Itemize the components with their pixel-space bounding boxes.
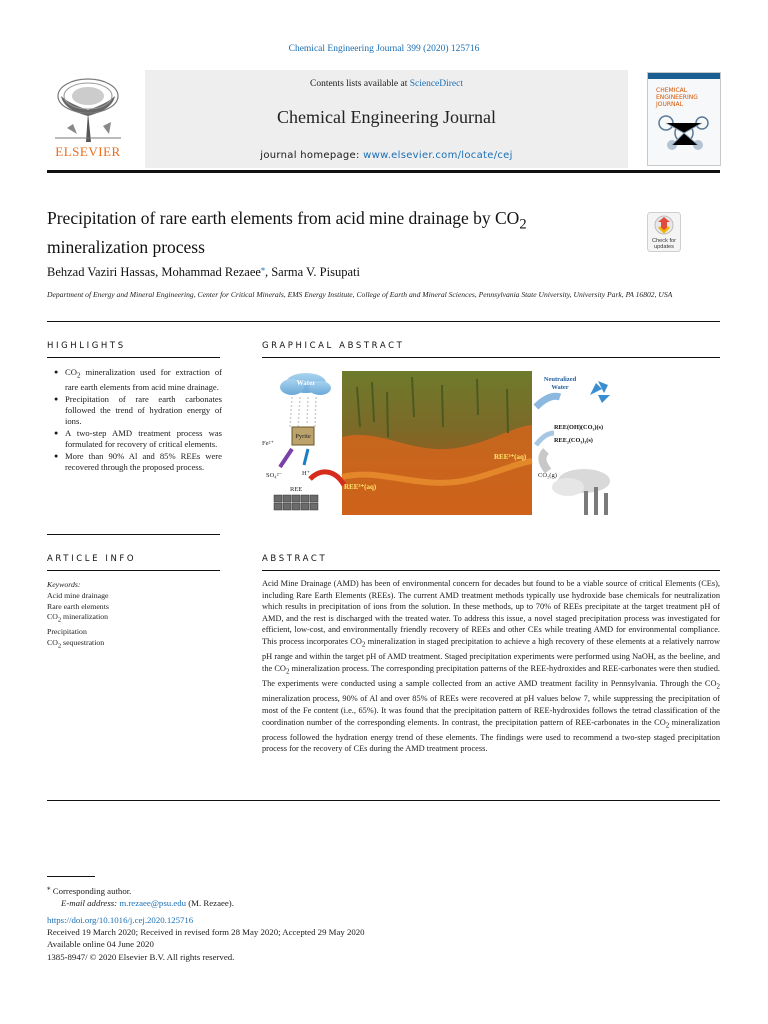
journal-banner xyxy=(145,70,628,168)
keyword-item[interactable]: Rare earth elements xyxy=(47,601,109,611)
ga-ree-oh-co3-label: REE(OH)(CO₃)(s) xyxy=(554,424,604,431)
copyright: 1385-8947/ © 2020 Elsevier B.V. All rights reserved. xyxy=(47,951,235,962)
title-part2: mineralization process xyxy=(47,236,205,257)
ga-so4-label: SO₄²⁻ xyxy=(266,472,282,479)
cover-top-bar xyxy=(648,73,720,79)
footnote-mark: ⁎ xyxy=(47,884,51,892)
ga-neutralized-line1: Neutralized xyxy=(543,376,577,383)
journal-cover-thumbnail[interactable] xyxy=(647,72,721,166)
contents-line xyxy=(145,79,628,89)
title-block-rule xyxy=(47,321,720,322)
highlight-item: ● More than 90% Al and 85% REEs were recovered through the proposed process. xyxy=(54,451,222,474)
corresponding-author-note: ⁎ Corresponding author. xyxy=(47,884,132,896)
title-part1: Precipitation of rare earth elements from acid mine drainage by CO xyxy=(47,208,520,228)
ga-ree-aq-label: REE³⁺(aq) xyxy=(494,453,527,461)
graphical-abstract-image[interactable] xyxy=(262,367,617,517)
ga-water-label: Water xyxy=(296,379,316,387)
graphical-abstract-figure xyxy=(262,367,617,517)
elsevier-logo[interactable] xyxy=(47,76,129,164)
highlight-item: ● Precipitation of rare earth carbonates followed the trend of hydration energy of ions. xyxy=(54,394,222,428)
homepage-line xyxy=(145,150,628,161)
author-2[interactable]: Mohammad Rezaee xyxy=(161,265,261,280)
abstract-rule xyxy=(262,570,720,571)
highlights-list xyxy=(54,367,222,473)
affiliation: Department of Energy and Mineral Engineering, Center for Critical Minerals, EMS Energy Institute, College of Earth and Mineral Sciences, Pennsylvania State University, University Park, PA 16802, USA xyxy=(47,290,673,299)
ga-neutralized-line2: Water xyxy=(551,384,569,391)
corresponding-author-mark[interactable]: ⁎ xyxy=(260,264,265,273)
graphical-abstract-heading: GRAPHICAL ABSTRACT xyxy=(262,341,405,351)
highlight-item: ● A two-step AMD treatment process was formulated for recovery of critical elements. xyxy=(54,428,222,451)
journal-citation-link[interactable]: Chemical Engineering Journal 399 (2020) 125716 xyxy=(288,44,480,54)
ga-ree-aq-label-2: REE³⁺(aq) xyxy=(344,483,377,491)
author-3[interactable]: , Sarma V. Pisupati xyxy=(264,265,360,280)
publisher-wordmark: ELSEVIER xyxy=(55,144,121,159)
ga-h-label: H⁺ xyxy=(302,470,311,477)
sciencedirect-link[interactable]: ScienceDirect xyxy=(409,79,463,89)
check-updates-icon xyxy=(647,212,681,252)
abstract-text: Acid Mine Drainage (AMD) has been of environmental concern for decades but found to be a viable source of critical Elements (CEs), including Rare Earth Elements (REEs). The current AMD treatment methods typically use hydroxide base chemicals for neutralization which results in precipitation of ions from the solution. In these methods, up to 70% of REEs precipitate at the target treatment pH of AMD, and the rest is discharged with the treated water. To address this issue, a novel staged precipitation process was investigated for efficient, low-cost, and environmentally friendly recovery of REEs and other CEs while treating AMD for environmental compliance. This process incorporates $CO_2$ mineralization in staged precipitation to achieve a high recovery of these elements at a relatively narrow pH range and within the target pH of AMD treatment. Staged precipitation experiments were performed using NaOH, as the beeline, and the $CO_2$ mineralization process. The corresponding precipitation patterns of the REE-hydroxides and REE-carbonates were then studied. The experiments were conducted using a sample collected from an active AMD treatment facility in Pennsylvania. Through the $CO_2$ mineralization process, 90% of Al and over 85% of REEs were recovered at pH values below 7, while suppressing the precipitation of most of the Fe content (i.e., 65%). It was found that the precipitation pattern of REE-hydroxides follows the tetrad classification of the coordination number of the corresponding elements. In contrast, the precipitation pattern of REE-carbonates in the $CO_2$ mineralization process followed the hydration energy trend of these elements. The findings were used to recommend a two-step staged precipitation process for the recovery of CEs during the AMD treatment process. xyxy=(262,579,720,754)
homepage-link[interactable]: www.elsevier.com/locate/cej xyxy=(363,150,513,161)
keyword-item[interactable]: Precipitation xyxy=(47,626,87,636)
highlights-heading: HIGHLIGHTS xyxy=(47,341,126,351)
highlight-item: ● $CO_2$ mineralization used for extraction of rare earth elements from acid mine drainage. xyxy=(54,367,222,394)
publication-info xyxy=(47,914,365,963)
contents-prefix: Contents lists available at xyxy=(309,79,410,89)
available-online: Available online 04 June 2020 xyxy=(47,939,154,950)
article-info-heading: ARTICLE INFO xyxy=(47,554,137,564)
highlights-rule xyxy=(47,357,220,358)
article-info-top-rule xyxy=(47,534,220,535)
ga-pyrite-label: Pyrite xyxy=(295,433,311,440)
cover-artwork-icon xyxy=(654,111,714,153)
article-title xyxy=(47,207,607,258)
cover-title xyxy=(656,87,698,108)
article-info-rule xyxy=(47,570,220,571)
keyword-item[interactable]: $CO_2$ sequestration xyxy=(47,637,105,650)
title-subscript: 2 xyxy=(519,216,527,233)
keywords xyxy=(47,580,109,652)
abstract-heading: ABSTRACT xyxy=(262,554,328,564)
email-link[interactable]: m.rezaee@psu.edu xyxy=(119,898,187,909)
elsevier-tree-icon xyxy=(53,76,123,142)
footnotes xyxy=(47,882,234,909)
keyword-item[interactable]: $CO_2$ mineralization xyxy=(47,612,109,624)
journal-title: Chemical Engineering Journal xyxy=(277,107,496,127)
homepage-label: journal homepage: xyxy=(260,150,364,161)
check-updates-line1: Check for xyxy=(652,238,676,244)
keywords-label: Keywords: xyxy=(47,580,81,589)
cover-title-line: CHEMICAL xyxy=(656,87,688,94)
received-dates: Received 19 March 2020; Received in revised form 28 May 2020; Accepted 29 May 2020 xyxy=(47,927,365,938)
cover-title-line: JOURNAL xyxy=(656,101,683,108)
ga-ree2-co3-label: REE₂(CO₃)₃(s) xyxy=(554,437,593,444)
email-line: E-mail address: m.rezaee@psu.edu (M. Rezaee). xyxy=(61,898,234,909)
ga-co2-label: CO₂(g) xyxy=(538,472,557,479)
ga-fe-label: Fe²⁺ xyxy=(262,440,274,447)
keyword-item[interactable]: Acid mine drainage xyxy=(47,590,109,600)
check-updates-line2: updates xyxy=(654,244,674,250)
abstract-bottom-rule xyxy=(47,800,720,801)
author-1[interactable]: Behzad Vaziri Hassas, xyxy=(47,265,162,280)
graphical-abstract-rule xyxy=(262,357,720,358)
cover-title-line: ENGINEERING xyxy=(656,94,698,101)
journal-header xyxy=(47,70,720,170)
header-rule xyxy=(47,170,720,173)
doi-link[interactable]: https://doi.org/10.1016/j.cej.2020.125716 xyxy=(47,915,194,925)
authors xyxy=(47,264,360,280)
check-for-updates-button[interactable] xyxy=(647,212,681,252)
footnote-rule xyxy=(47,876,95,877)
ga-ree-label: REE xyxy=(290,486,303,493)
